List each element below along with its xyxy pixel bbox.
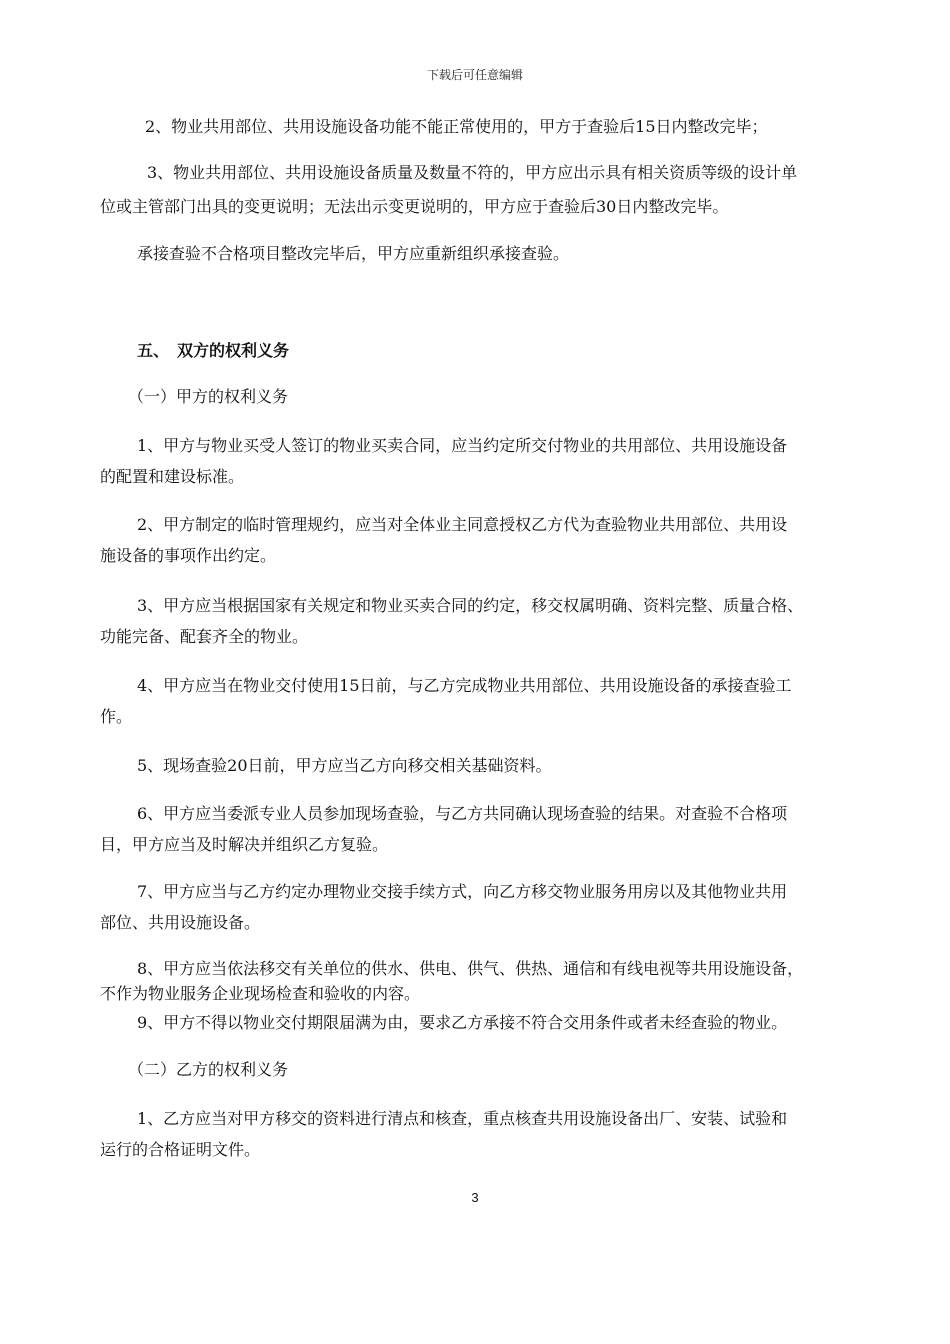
subsection-heading: （一）甲方的权利义务: [128, 387, 289, 406]
text-line: 目，甲方应当及时解决并组织乙方复验。: [100, 835, 389, 854]
text-line: 部位、共用设施设备。: [100, 913, 261, 932]
text-line: 作。: [100, 707, 133, 726]
text-line: 功能完备、配套齐全的物业。: [100, 627, 309, 646]
text-line: 4、甲方应当在物业交付使用15日前，与乙方完成物业共用部位、共用设施设备的承接查验工: [137, 676, 792, 695]
text-line: 的配置和建设标准。: [100, 467, 245, 486]
text-line: 施设备的事项作出约定。: [100, 546, 277, 565]
text-line: 6、甲方应当委派专业人员参加现场查验，与乙方共同确认现场查验的结果。对查验不合格项: [137, 804, 788, 823]
text-line: 位或主管部门出具的变更说明；无法出示变更说明的，甲方应于查验后30日内整改完毕。: [100, 197, 729, 216]
page-header: 下载后可任意编辑: [426, 68, 523, 82]
subsection-heading: （二）乙方的权利义务: [128, 1060, 289, 1079]
section-heading: 五、 双方的权利义务: [137, 341, 290, 360]
page-number: 3: [471, 1190, 479, 1205]
text-line: 1、乙方应当对甲方移交的资料进行清点和核查，重点核查共用设施设备出厂、安装、试验和: [137, 1109, 788, 1128]
text-line: 3、物业共用部位、共用设施设备质量及数量不符的，甲方应出示具有相关资质等级的设计单: [147, 163, 798, 182]
text-line: 5、现场查验20日前，甲方应当乙方向移交相关基础资料。: [137, 756, 552, 775]
text-line: 3、甲方应当根据国家有关规定和物业买卖合同的约定，移交权属明确、资料完整、质量合格、: [137, 596, 804, 615]
text-line: 9、甲方不得以物业交付期限届满为由，要求乙方承接不符合交用条件或者未经查验的物业。: [137, 1013, 788, 1032]
text-line: 1、甲方与物业买受人签订的物业买卖合同，应当约定所交付物业的共用部位、共用设施设备: [137, 436, 788, 455]
text-line: 运行的合格证明文件。: [100, 1140, 261, 1159]
text-line: 承接查验不合格项目整改完毕后，甲方应重新组织承接查验。: [137, 244, 570, 263]
text-line: 不作为物业服务企业现场检查和验收的内容。: [100, 984, 421, 1003]
text-line: 7、甲方应当与乙方约定办理物业交接手续方式，向乙方移交物业服务用房以及其他物业共用: [137, 882, 788, 901]
text-line: 2、甲方制定的临时管理规约，应当对全体业主同意授权乙方代为查验物业共用部位、共用设: [137, 515, 788, 534]
text-line: 8、甲方应当依法移交有关单位的供水、供电、供气、供热、通信和有线电视等共用设施设备，: [137, 959, 804, 978]
text-line: 2、物业共用部位、共用设施设备功能不能正常使用的，甲方于查验后15日内整改完毕；: [145, 117, 768, 136]
